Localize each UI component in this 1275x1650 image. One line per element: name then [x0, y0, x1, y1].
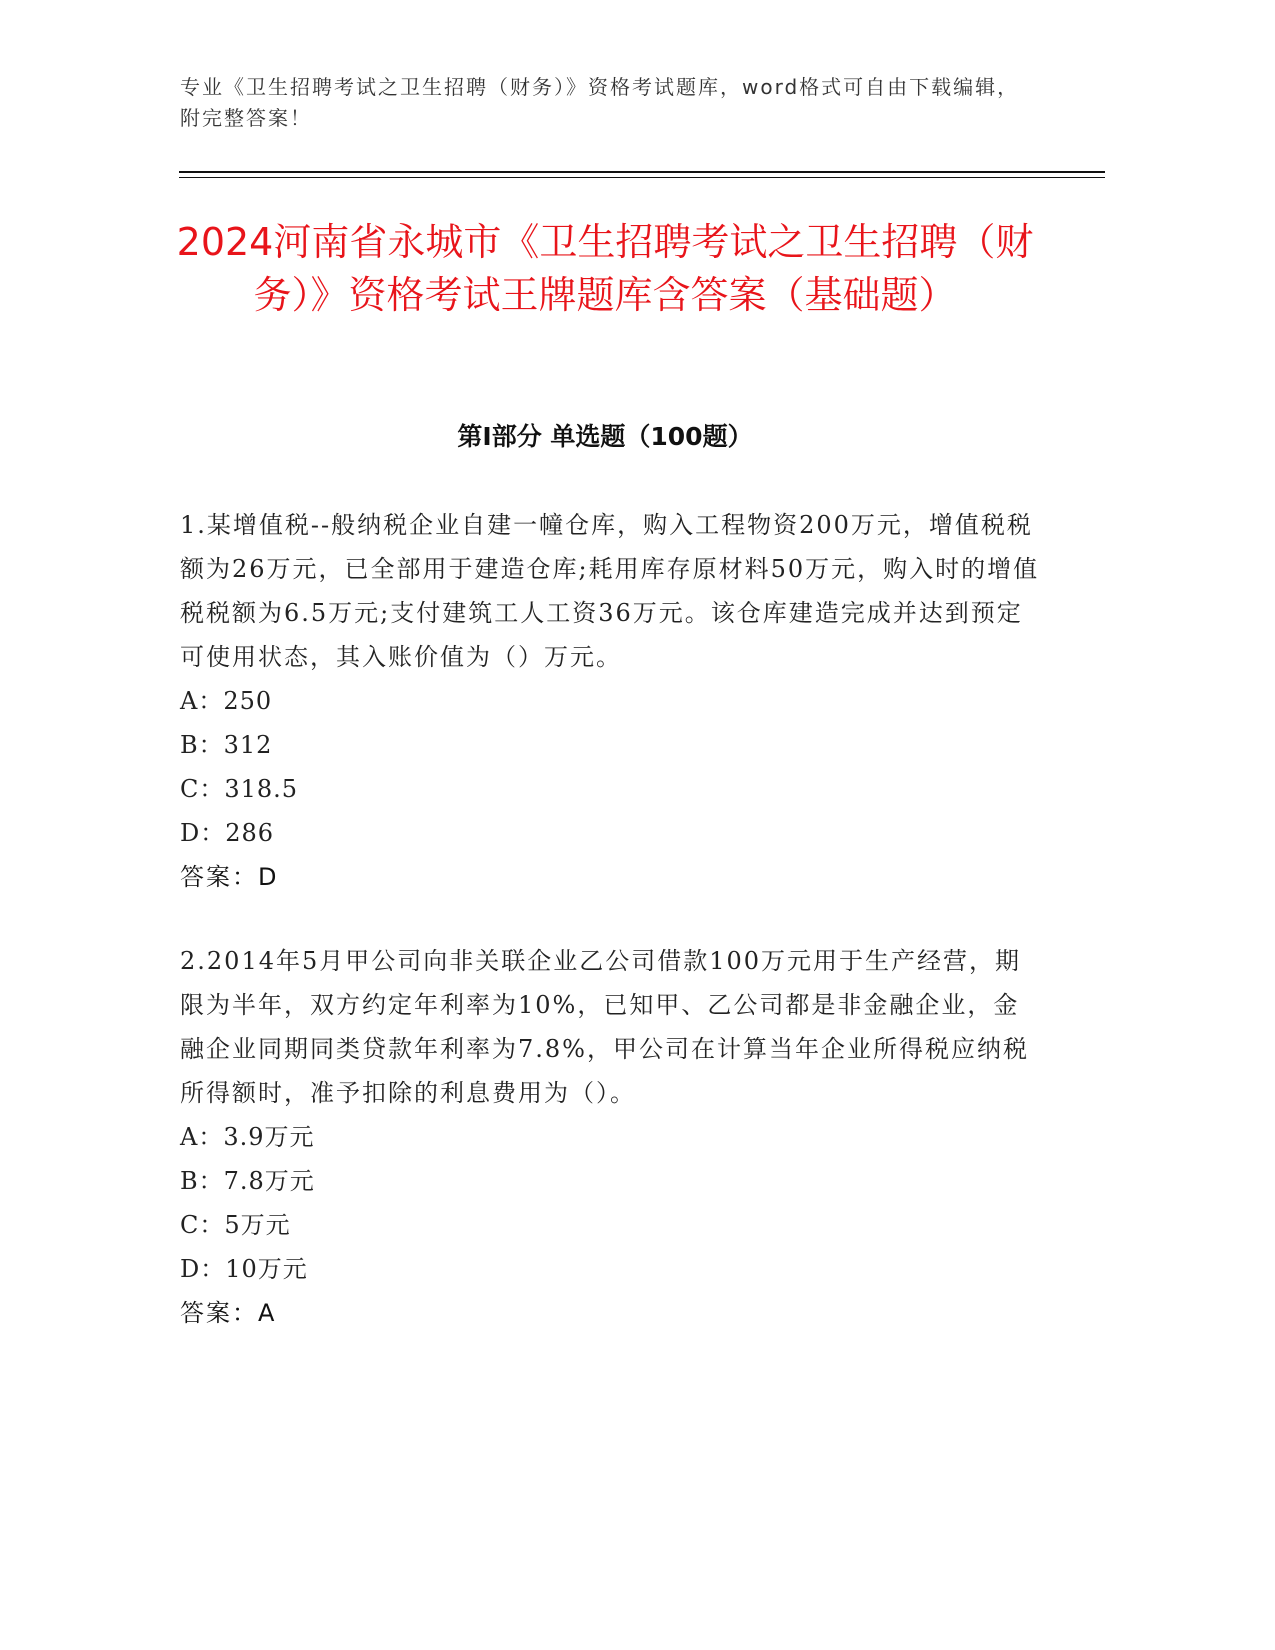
header-note: 专业《卫生招聘考试之卫生招聘（财务）》资格考试题库，word格式可自由下载编辑，附完整答案！ [180, 75, 1020, 130]
section-title: 第I部分 单选题（100题） [457, 422, 753, 451]
question-1 [180, 503, 1040, 899]
option-d: D：286 [180, 819, 275, 847]
answer-label: 答案：A [180, 1299, 277, 1327]
document-title: 2024河南省永城市《卫生招聘考试之卫生招聘（财务）》资格考试王牌题库含答案（基础题） [176, 220, 1034, 317]
answer-label: 答案：D [180, 863, 279, 891]
option-a: A：3.9万元 [180, 1123, 315, 1151]
header-divider-thick [179, 171, 1105, 173]
question-stem: 1.某增值税--般纳税企业自建一幢仓库，购入工程物资200万元，增值税税额为26万元，已全部用于建造仓库;耗用库存原材料50万元，购入时的增值税税额为6.5万元;支付建筑工人工资36万元。该仓库建造完成并达到预定可使用状态，其入账价值为（）万元。 [180, 511, 1040, 671]
option-d: D：10万元 [180, 1255, 308, 1283]
question-stem: 2.2014年5月甲公司向非关联企业乙公司借款100万元用于生产经营，期限为半年，双方约定年利率为10%，已知甲、乙公司都是非金融企业，金融企业同期同类贷款年利率为7.8%，甲公司在计算当年企业所得税应纳税所得额时，准予扣除的利息费用为（）。 [180, 947, 1029, 1107]
option-b: B：312 [180, 731, 273, 759]
option-b: B：7.8万元 [180, 1167, 315, 1195]
option-c: C：318.5 [180, 775, 299, 803]
option-c: C：5万元 [180, 1211, 291, 1239]
option-a: A：250 [180, 687, 273, 715]
question-2 [180, 939, 1040, 1335]
header-divider-thin [179, 177, 1105, 178]
